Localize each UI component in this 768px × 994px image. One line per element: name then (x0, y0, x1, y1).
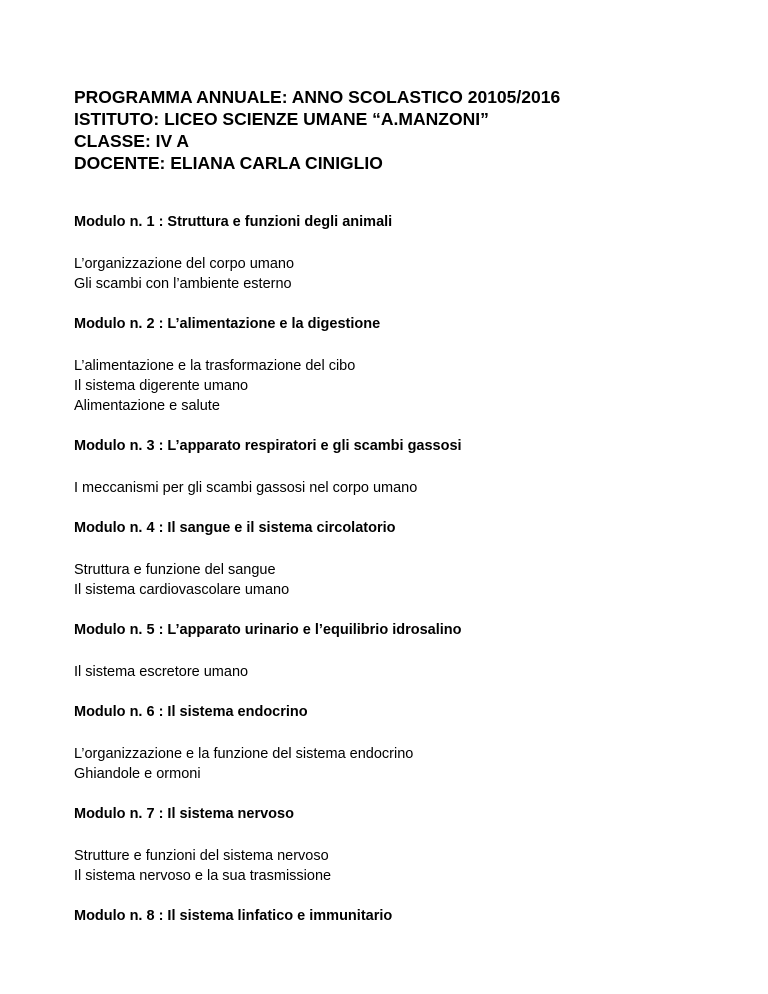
module-5 (74, 620, 734, 682)
module-topic: L’organizzazione e la funzione del sistema endocrino (74, 746, 414, 762)
module-topic: Ghiandole e ormoni (74, 766, 201, 782)
document-page (74, 86, 734, 948)
module-3 (74, 436, 734, 498)
module-topic: Gli scambi con l’ambiente esterno (74, 276, 292, 292)
document-header (74, 86, 734, 174)
module-title: Modulo n. 3 : L’apparato respiratori e gli scambi gassosi (74, 438, 462, 454)
program-title: PROGRAMMA ANNUALE: ANNO SCOLASTICO 20105/2016 (74, 87, 561, 107)
module-list (74, 212, 734, 926)
module-2 (74, 314, 734, 416)
module-title: Modulo n. 7 : Il sistema nervoso (74, 806, 294, 822)
module-topic: L’alimentazione e la trasformazione del cibo (74, 358, 356, 374)
module-topic: Alimentazione e salute (74, 398, 220, 414)
module-topic: Il sistema escretore umano (74, 664, 249, 680)
module-title: Modulo n. 4 : Il sangue e il sistema circolatorio (74, 520, 396, 536)
module-title: Modulo n. 1 : Struttura e funzioni degli animali (74, 214, 393, 230)
module-7 (74, 804, 734, 886)
module-topic: Il sistema nervoso e la sua trasmissione (74, 868, 332, 884)
institute-line: ISTITUTO: LICEO SCIENZE UMANE “A.MANZONI” (74, 109, 489, 129)
module-topic: Strutture e funzioni del sistema nervoso (74, 848, 329, 864)
module-topic: I meccanismi per gli scambi gassosi nel corpo umano (74, 480, 418, 496)
module-title: Modulo n. 5 : L’apparato urinario e l’equilibrio idrosalino (74, 622, 462, 638)
module-title: Modulo n. 8 : Il sistema linfatico e immunitario (74, 908, 393, 924)
module-title: Modulo n. 2 : L’alimentazione e la digestione (74, 316, 381, 332)
class-line: CLASSE: IV A (74, 131, 190, 151)
module-title: Modulo n. 6 : Il sistema endocrino (74, 704, 308, 720)
module-8 (74, 906, 734, 926)
module-topic: L’organizzazione del corpo umano (74, 256, 295, 272)
module-topic: Struttura e funzione del sangue (74, 562, 276, 578)
module-6 (74, 702, 734, 784)
teacher-line: DOCENTE: ELIANA CARLA CINIGLIO (74, 153, 383, 173)
module-1 (74, 212, 734, 294)
module-4 (74, 518, 734, 600)
module-topic: Il sistema cardiovascolare umano (74, 582, 290, 598)
module-topic: Il sistema digerente umano (74, 378, 249, 394)
